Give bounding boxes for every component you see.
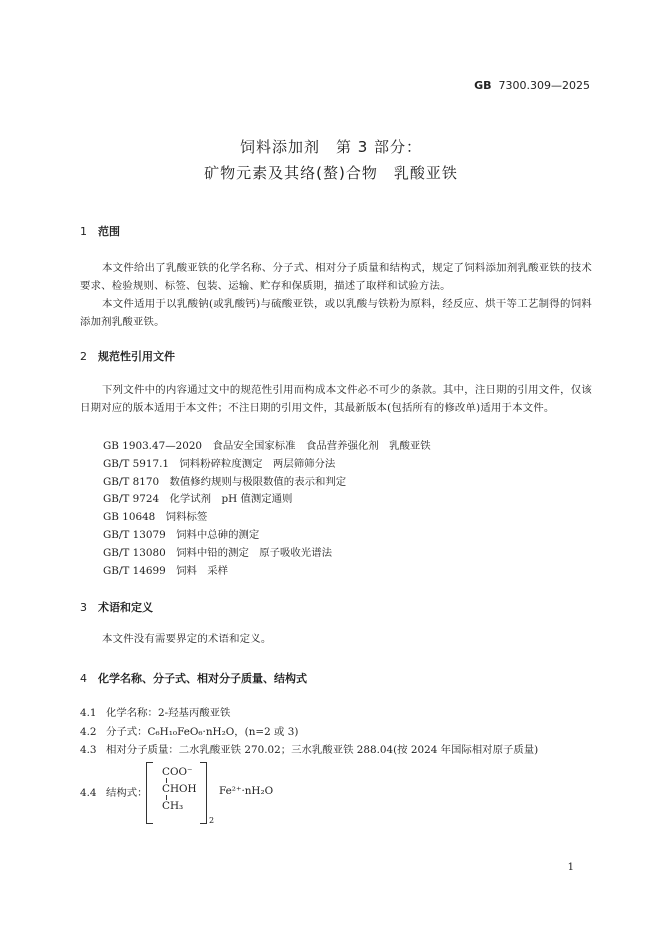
reference-item: GB/T 13080 饲料中铅的测定 原子吸收光谱法	[103, 547, 332, 559]
reference-item: GB/T 5917.1 饲料粉碎粒度测定 两层筛筛分法	[103, 458, 336, 470]
reference-item: GB 1903.47—2020 食品安全国家标准 食品营养强化剂 乳酸亚铁	[103, 440, 431, 452]
molecular-mass-item: 4.3 相对分子质量：二水乳酸亚铁 270.02；三水乳酸亚铁 288.04(按 2024 年国际相对原子质量)	[80, 744, 539, 756]
right-bracket	[200, 762, 207, 824]
standard-number	[474, 79, 590, 92]
molecular-formula-item: 4.2 分子式：C₆H₁₀FeO₆·nH₂O，(n=2 或 3)	[80, 726, 299, 738]
section-1-paragraph-1: 本文件给出了乳酸亚铁的化学名称、分子式、相对分子质量和结构式，规定了饲料添加剂乳酸亚铁的技术要求、检验规则、标签、包装、运输、贮存和保质期，描述了取样和试验方法。	[80, 262, 592, 292]
section-3-paragraph-1: 本文件没有需要界定的术语和定义。	[102, 633, 272, 645]
bond-line	[166, 778, 167, 783]
standard-code: 7300.309—2025	[498, 79, 590, 92]
bond-line	[166, 795, 167, 800]
reference-item: GB/T 13079 饲料中总砷的测定	[103, 529, 260, 541]
formula-chohgroup: CHOH	[162, 783, 197, 795]
reference-item: GB/T 14699 饲料 采样	[103, 565, 229, 577]
reference-item: GB/T 8170 数值修约规则与极限数值的表示和判定	[103, 476, 347, 488]
formula-methyl: CH₃	[162, 800, 184, 812]
reference-item: GB/T 9724 化学试剂 pH 值测定通则	[103, 493, 293, 505]
structural-formula-label: 4.4 结构式：	[80, 787, 148, 799]
section-3-heading: 3 术语和定义	[80, 601, 153, 614]
section-1-heading: 1 范围	[80, 225, 120, 238]
section-2-paragraph-1: 下列文件中的内容通过文中的规范性引用而构成本文件必不可少的条款。其中，注日期的引用文件，仅该日期对应的版本适用于本文件；不注日期的引用文件，其最新版本(包括所有的修改单)适用于本文件。	[80, 384, 592, 414]
standard-prefix: GB	[474, 79, 492, 92]
bracket-subscript: 2	[209, 816, 215, 825]
formula-carboxylate: COO⁻	[162, 766, 193, 778]
reference-item: GB 10648 饲料标签	[103, 511, 208, 523]
page-number: 1	[567, 862, 574, 873]
document-title-line1: 饲料添加剂 第 3 部分：	[239, 138, 423, 156]
chemical-name-item: 4.1 化学名称：2-羟基丙酸亚铁	[80, 707, 231, 719]
ferrous-ion-hydrate: Fe²⁺·nH₂O	[219, 785, 274, 797]
section-4-heading: 4 化学名称、分子式、相对分子质量、结构式	[80, 672, 307, 685]
document-title-line2: 矿物元素及其络(螯)合物 乳酸亚铁	[204, 164, 458, 182]
left-bracket	[146, 762, 153, 824]
section-1-paragraph-2: 本文件适用于以乳酸钠(或乳酸钙)与硫酸亚铁，或以乳酸与铁粉为原料，经反应、烘干等工艺制得的饲料添加剂乳酸亚铁。	[80, 298, 592, 328]
section-2-heading: 2 规范性引用文件	[80, 350, 175, 363]
